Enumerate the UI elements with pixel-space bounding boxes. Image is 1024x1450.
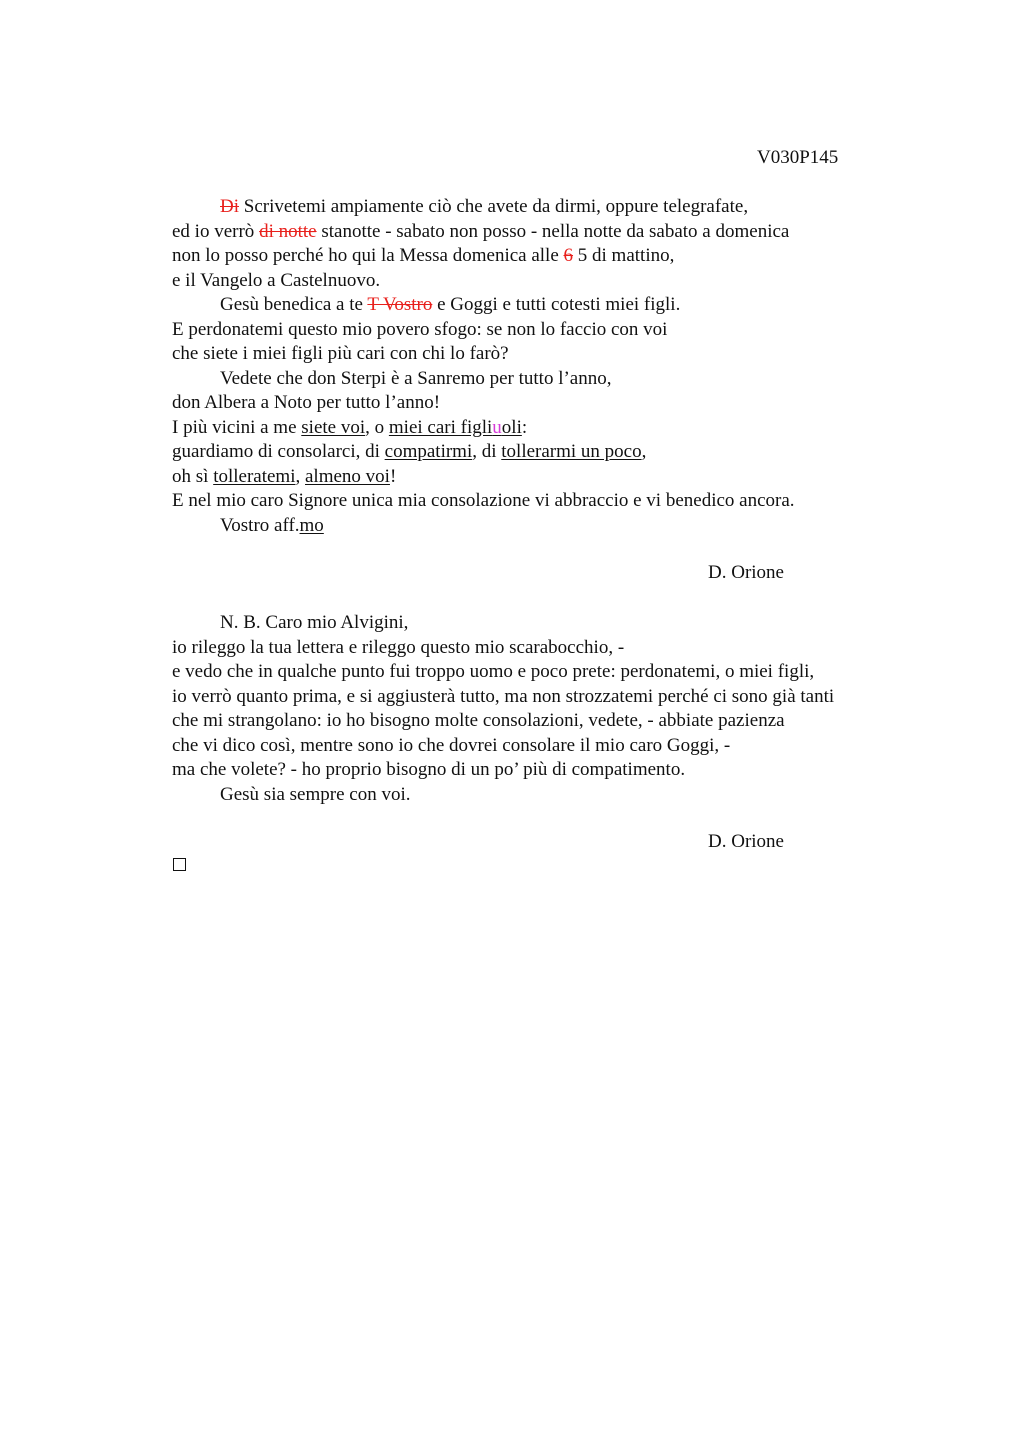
postscript-line: io verrò quanto prima, e si aggiusterà tutto, ma non strozzatemi perché ci sono già tanti: [172, 685, 835, 707]
deleted-text: Di: [220, 196, 239, 217]
text: ,: [295, 465, 305, 487]
text: ed io verrò: [172, 220, 260, 242]
letter-line: [172, 440, 912, 465]
postscript-line: Gesù sia sempre con voi.: [220, 783, 411, 805]
letter-line: [172, 293, 912, 318]
letter-line: che siete i miei figli più cari con chi lo farò?: [172, 343, 509, 364]
text: non lo posso perché ho qui la Messa domenica alle: [172, 245, 564, 266]
postscript-line: che mi strangolano: io ho bisogno molte consolazioni, vedete, - abbiate pazienza: [172, 710, 785, 731]
postscript-line: che vi dico così, mentre sono io che dovrei consolare il mio caro Goggi, -: [172, 734, 731, 756]
underlined-text: tollerarmi un poco: [501, 441, 642, 462]
text: 5 di mattino,: [573, 245, 675, 266]
letter-line: [172, 244, 912, 269]
underlined-text: mo: [299, 514, 324, 536]
text: oh sì: [172, 465, 214, 487]
deleted-text: 6: [563, 245, 574, 266]
letter-line: E perdonatemi questo mio povero sfogo: se non lo faccio con voi: [172, 318, 668, 340]
deleted-text: di notte: [259, 220, 317, 242]
letter-line: E nel mio caro Signore unica mia consolazione vi abbraccio e vi benedico ancora.: [172, 490, 795, 511]
end-box-icon: [173, 858, 186, 871]
text: Scrivetemi ampiamente ciò che avete da dirmi, oppure telegrafate,: [239, 196, 749, 217]
text: ,: [641, 441, 647, 462]
text: miei cari figli: [388, 416, 493, 438]
postscript-line: io rileggo la tua lettera e rileggo questo mio scarabocchio, -: [172, 636, 625, 658]
underlined-text: compatirmi: [384, 441, 473, 462]
letter-line: [172, 220, 912, 245]
text: Gesù benedica a te: [220, 294, 368, 315]
letter-line: Vedete che don Sterpi è a Sanremo per tutto l’anno,: [220, 367, 612, 389]
text: Vostro aff.: [220, 514, 300, 536]
signature: D. Orione: [708, 562, 784, 583]
postscript-signature: D. Orione: [708, 831, 784, 852]
text: , di: [472, 441, 502, 462]
postscript-line: N. B. Caro mio Alvigini,: [220, 612, 409, 633]
letter-line: [172, 465, 912, 490]
underlined-text: almeno voi: [305, 465, 390, 487]
page-id: V030P145: [757, 147, 839, 168]
text: , o: [365, 416, 389, 438]
postscript: [172, 611, 912, 807]
letter-line: don Albera a Noto per tutto l’anno!: [172, 392, 441, 413]
underlined-text: tolleratemi: [213, 465, 296, 487]
text: oli: [501, 416, 522, 438]
underlined-text: siete voi: [301, 416, 366, 438]
text: :: [521, 416, 528, 438]
letter-line: e il Vangelo a Castelnuovo.: [172, 269, 381, 291]
letter-line: [172, 195, 912, 220]
inserted-text: u: [492, 416, 502, 438]
closing: [172, 514, 912, 539]
text: guardiamo di consolarci, di: [172, 441, 385, 462]
text: I più vicini a me: [172, 416, 302, 438]
letter-line: [172, 416, 912, 441]
underlined-text: [389, 417, 522, 438]
letter-body: [172, 195, 912, 538]
deleted-text: T Vostro: [367, 294, 433, 315]
postscript-line: ma che volete? - ho proprio bisogno di un po’ più di compatimento.: [172, 759, 686, 780]
text: !: [389, 465, 397, 487]
postscript-line: e vedo che in qualche punto fui troppo uomo e poco prete: perdonatemi, o miei figli,: [172, 661, 815, 682]
text: stanotte - sabato non posso - nella notte da sabato a domenica: [316, 220, 790, 242]
text: e Goggi e tutti cotesti miei figli.: [432, 294, 681, 315]
